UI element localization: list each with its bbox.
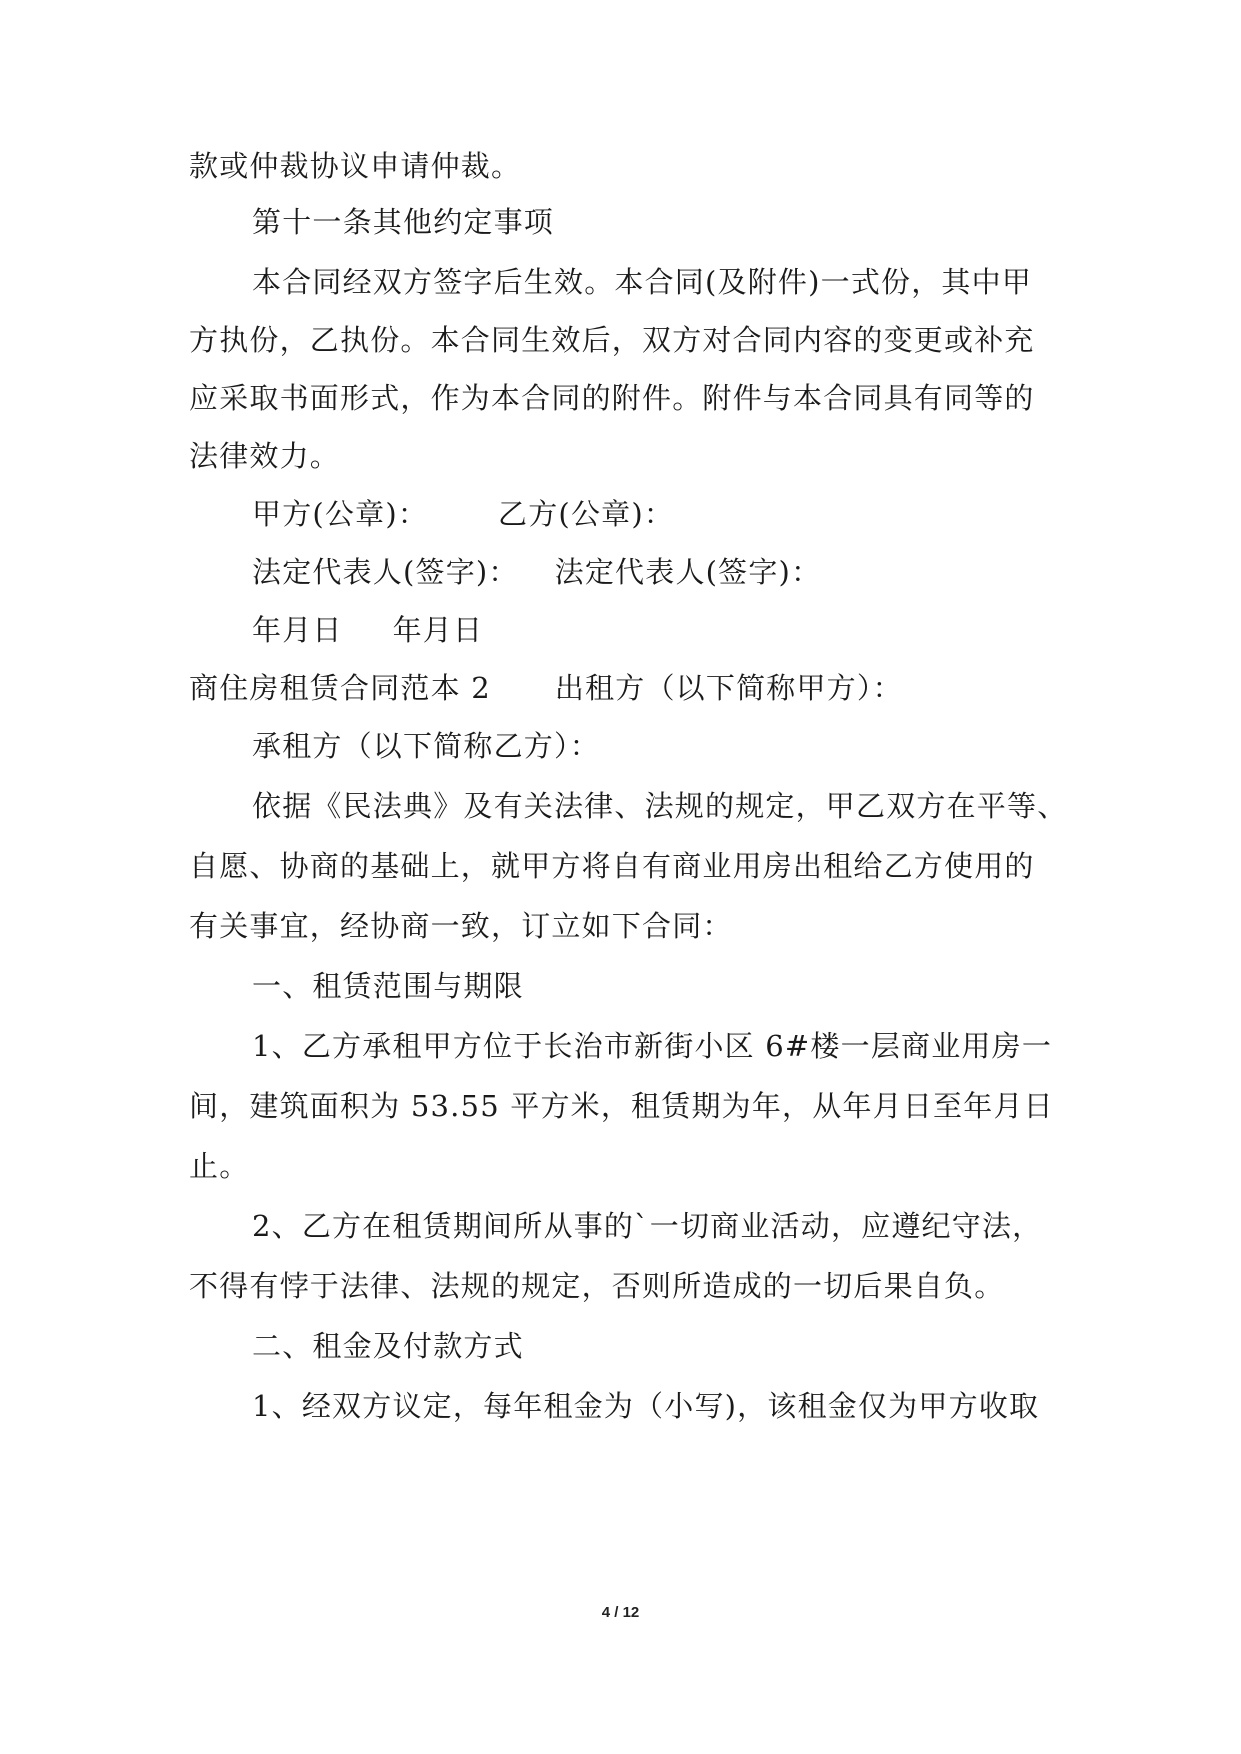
lessor-label: 出租方（以下简称甲方）：	[554, 671, 903, 705]
body-line: 应采取书面形式，作为本合同的附件。附件与本合同具有同等的	[189, 381, 1035, 415]
section-heading: 一、租赁范围与期限	[252, 969, 524, 1003]
template-title: 商住房租赁合同范本 2	[189, 671, 491, 705]
party-b-seal-label: 乙方(公章)：	[498, 497, 675, 531]
section-heading: 二、租金及付款方式	[252, 1329, 524, 1363]
party-b-date-label: 年月日	[392, 613, 484, 647]
body-line: 方执份，乙执份。本合同生效后，双方对合同内容的变更或补充	[189, 323, 1035, 357]
party-a-representative-label: 法定代表人(签字)：	[252, 555, 519, 589]
signature-line-representative	[252, 552, 821, 592]
body-line: 法律效力。	[189, 439, 341, 473]
signature-line-date	[252, 610, 483, 650]
body-line: 款或仲裁协议申请仲裁。	[189, 149, 522, 183]
section-heading: 第十一条其他约定事项	[252, 205, 555, 239]
body-line: 依据《民法典》及有关法律、法规的规定，甲乙双方在平等、	[252, 789, 1068, 823]
body-line: 有关事宜，经协商一致，订立如下合同：	[189, 909, 733, 943]
template-title-line	[189, 668, 903, 708]
body-line: 本合同经双方签字后生效。本合同(及附件)一式份，其中甲	[252, 265, 1033, 299]
party-a-date-label: 年月日	[252, 613, 343, 647]
body-line: 1、乙方承租甲方位于长治市新街小区 6#楼一层商业用房一	[252, 1029, 1053, 1063]
party-b-representative-label: 法定代表人(签字)：	[554, 555, 822, 589]
party-a-seal-label: 甲方(公章)：	[252, 497, 429, 531]
page-number: 4 / 12	[601, 1604, 640, 1621]
body-line: 1、经双方议定，每年租金为（小写)，该租金仅为甲方收取	[252, 1389, 1040, 1423]
body-line: 2、乙方在租赁期间所从事的`一切商业活动，应遵纪守法，	[252, 1209, 1043, 1243]
lessee-label: 承租方（以下简称乙方）：	[252, 729, 600, 763]
body-line: 间，建筑面积为 53.55 平方米，租赁期为年，从年月日至年月日	[189, 1089, 1054, 1123]
body-line: 不得有悖于法律、法规的规定，否则所造成的一切后果自负。	[189, 1269, 1005, 1303]
signature-line-seal	[252, 494, 674, 534]
body-line: 止。	[189, 1149, 250, 1183]
body-line: 自愿、协商的基础上，就甲方将自有商业用房出租给乙方使用的	[189, 849, 1035, 883]
